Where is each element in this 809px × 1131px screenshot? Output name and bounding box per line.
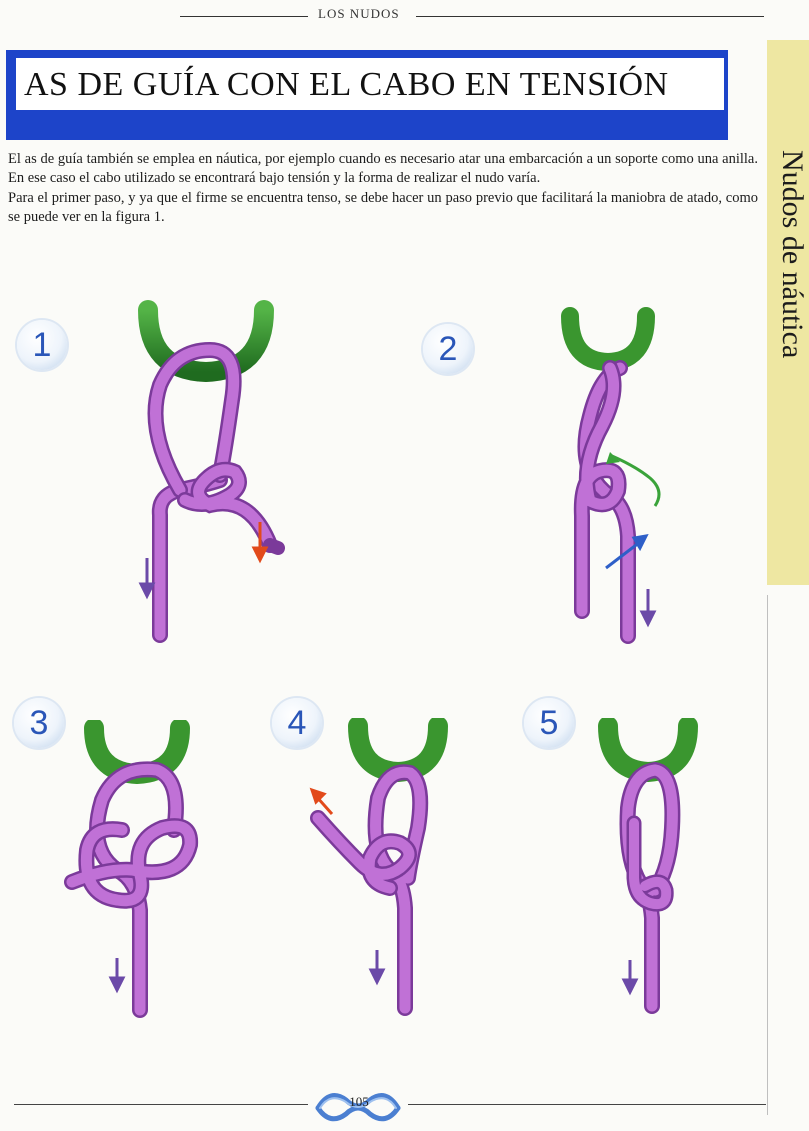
section-tab-label: Nudos de náutica	[776, 150, 809, 359]
header-rule-left	[180, 16, 308, 17]
side-rule	[767, 595, 768, 1115]
body-text	[8, 150, 758, 228]
step-badge-4: 4	[272, 698, 322, 748]
knot-figure-5	[590, 718, 720, 1018]
header-rule-right	[416, 16, 764, 17]
title-panel	[16, 58, 724, 110]
knot-figure-2	[530, 306, 680, 646]
step-badge-1: 1	[17, 320, 67, 370]
paragraph-2: Para el primer paso, y ya que el firme se encuentra tenso, se debe hacer un paso previo que facilitará la maniobra de atado, como se puede ver en la figura 1.	[8, 189, 758, 226]
knot-figure-4	[300, 718, 460, 1018]
footer-rule-right	[408, 1104, 766, 1105]
page-title: AS DE GUÍA CON EL CABO EN TENSIÓN	[24, 66, 669, 103]
step-badge-3: 3	[14, 698, 64, 748]
running-head: LOS NUDOS	[318, 6, 400, 21]
footer-rule-left	[14, 1104, 308, 1105]
step-badge-5: 5	[524, 698, 574, 748]
paragraph-1: El as de guía también se emplea en náutica, por ejemplo cuando es necesario atar una embarcación a un soporte como una anilla. En ese caso el cabo utilizado se encontrará bajo tensión y la forma de realizar el nudo varía.	[8, 151, 758, 187]
step-badge-2: 2	[423, 324, 473, 374]
knot-figure-3	[62, 720, 212, 1020]
title-banner	[6, 50, 728, 140]
knot-figure-1	[120, 300, 320, 645]
page-number: 105	[349, 1094, 369, 1109]
